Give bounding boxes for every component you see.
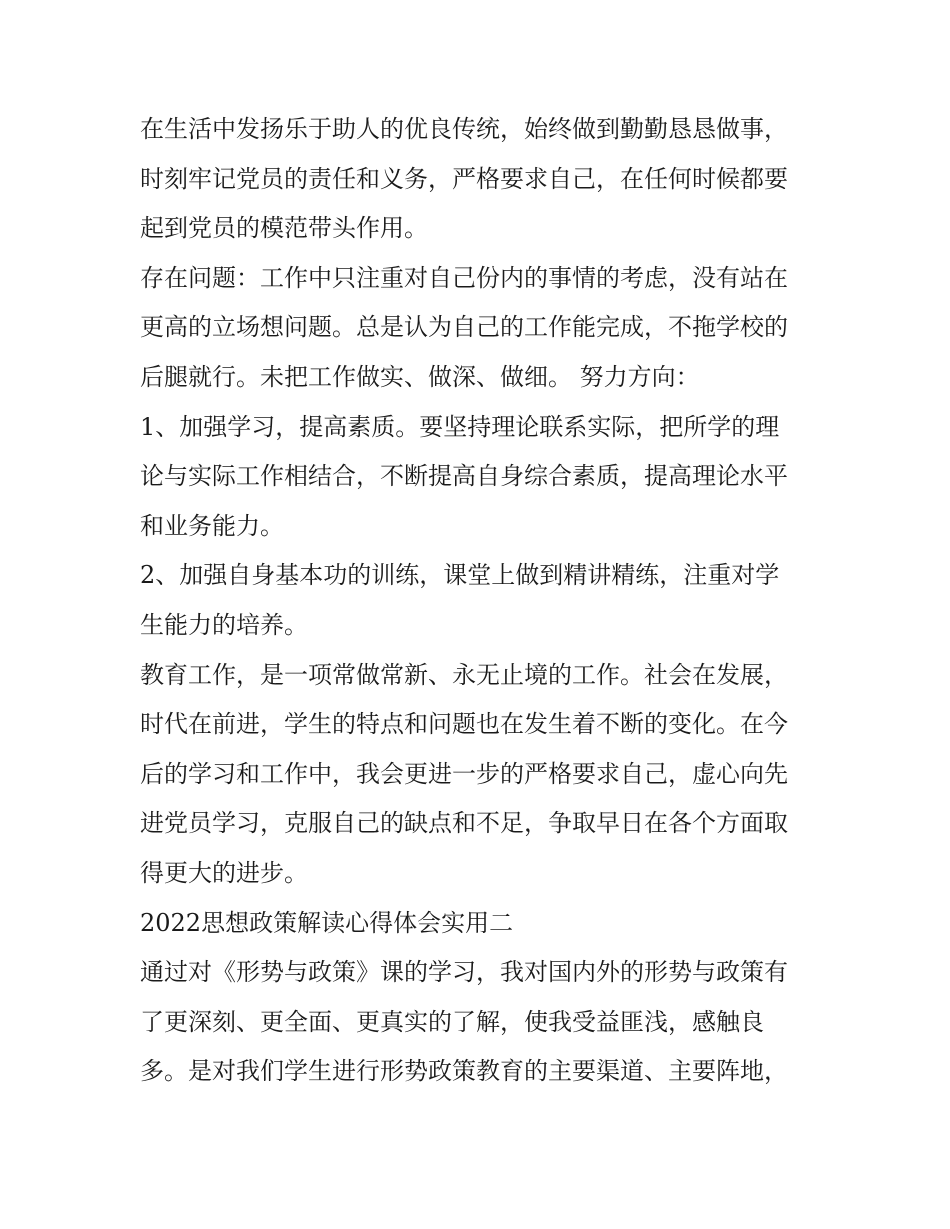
text-line: 生能力的培养。	[140, 610, 308, 639]
text-line: 后的学习和工作中，我会更进一步的严格要求自己，虚心向先	[140, 759, 788, 788]
text-line: 起到党员的模范带头作用。	[140, 214, 428, 243]
text-line: 1、加强学习，提高素质。要坚持理论联系实际，把所学的理	[140, 412, 780, 441]
document-body	[140, 105, 830, 1097]
section-heading: 2022思想政策解读心得体会实用二	[140, 908, 514, 937]
text-line: 教育工作，是一项常做常新、永无止境的工作。社会在发展，	[140, 660, 788, 689]
text-line: 和业务能力。	[140, 511, 284, 540]
text-line: 多。是对我们学生进行形势政策教育的主要渠道、主要阵地，	[140, 1057, 788, 1086]
text-line: 时刻牢记党员的责任和义务，严格要求自己，在任何时候都要	[140, 164, 788, 193]
text-line: 2、加强自身基本功的训练，课堂上做到精讲精练，注重对学	[140, 561, 780, 590]
text-line: 时代在前进，学生的特点和问题也在发生着不断的变化。在今	[140, 710, 788, 739]
text-line: 在生活中发扬乐于助人的优良传统，始终做到勤勤恳恳做事，	[140, 115, 788, 143]
text-line: 进党员学习，克服自己的缺点和不足，争取早日在各个方面取	[140, 809, 788, 838]
text-line: 后腿就行。未把工作做实、做深、做细。 努力方向：	[140, 362, 700, 391]
text-line: 论与实际工作相结合，不断提高自身综合素质，提高理论水平	[140, 462, 788, 491]
text-line: 了更深刻、更全面、更真实的了解，使我受益匪浅，感触良	[140, 1007, 764, 1036]
text-line: 通过对《形势与政策》课的学习，我对国内外的形势与政策有	[140, 958, 788, 987]
text-line: 存在问题：工作中只注重对自己份内的事情的考虑，没有站在	[140, 263, 788, 292]
text-line: 得更大的进步。	[140, 858, 308, 887]
text-line: 更高的立场想问题。总是认为自己的工作能完成，不拖学校的	[140, 313, 788, 342]
